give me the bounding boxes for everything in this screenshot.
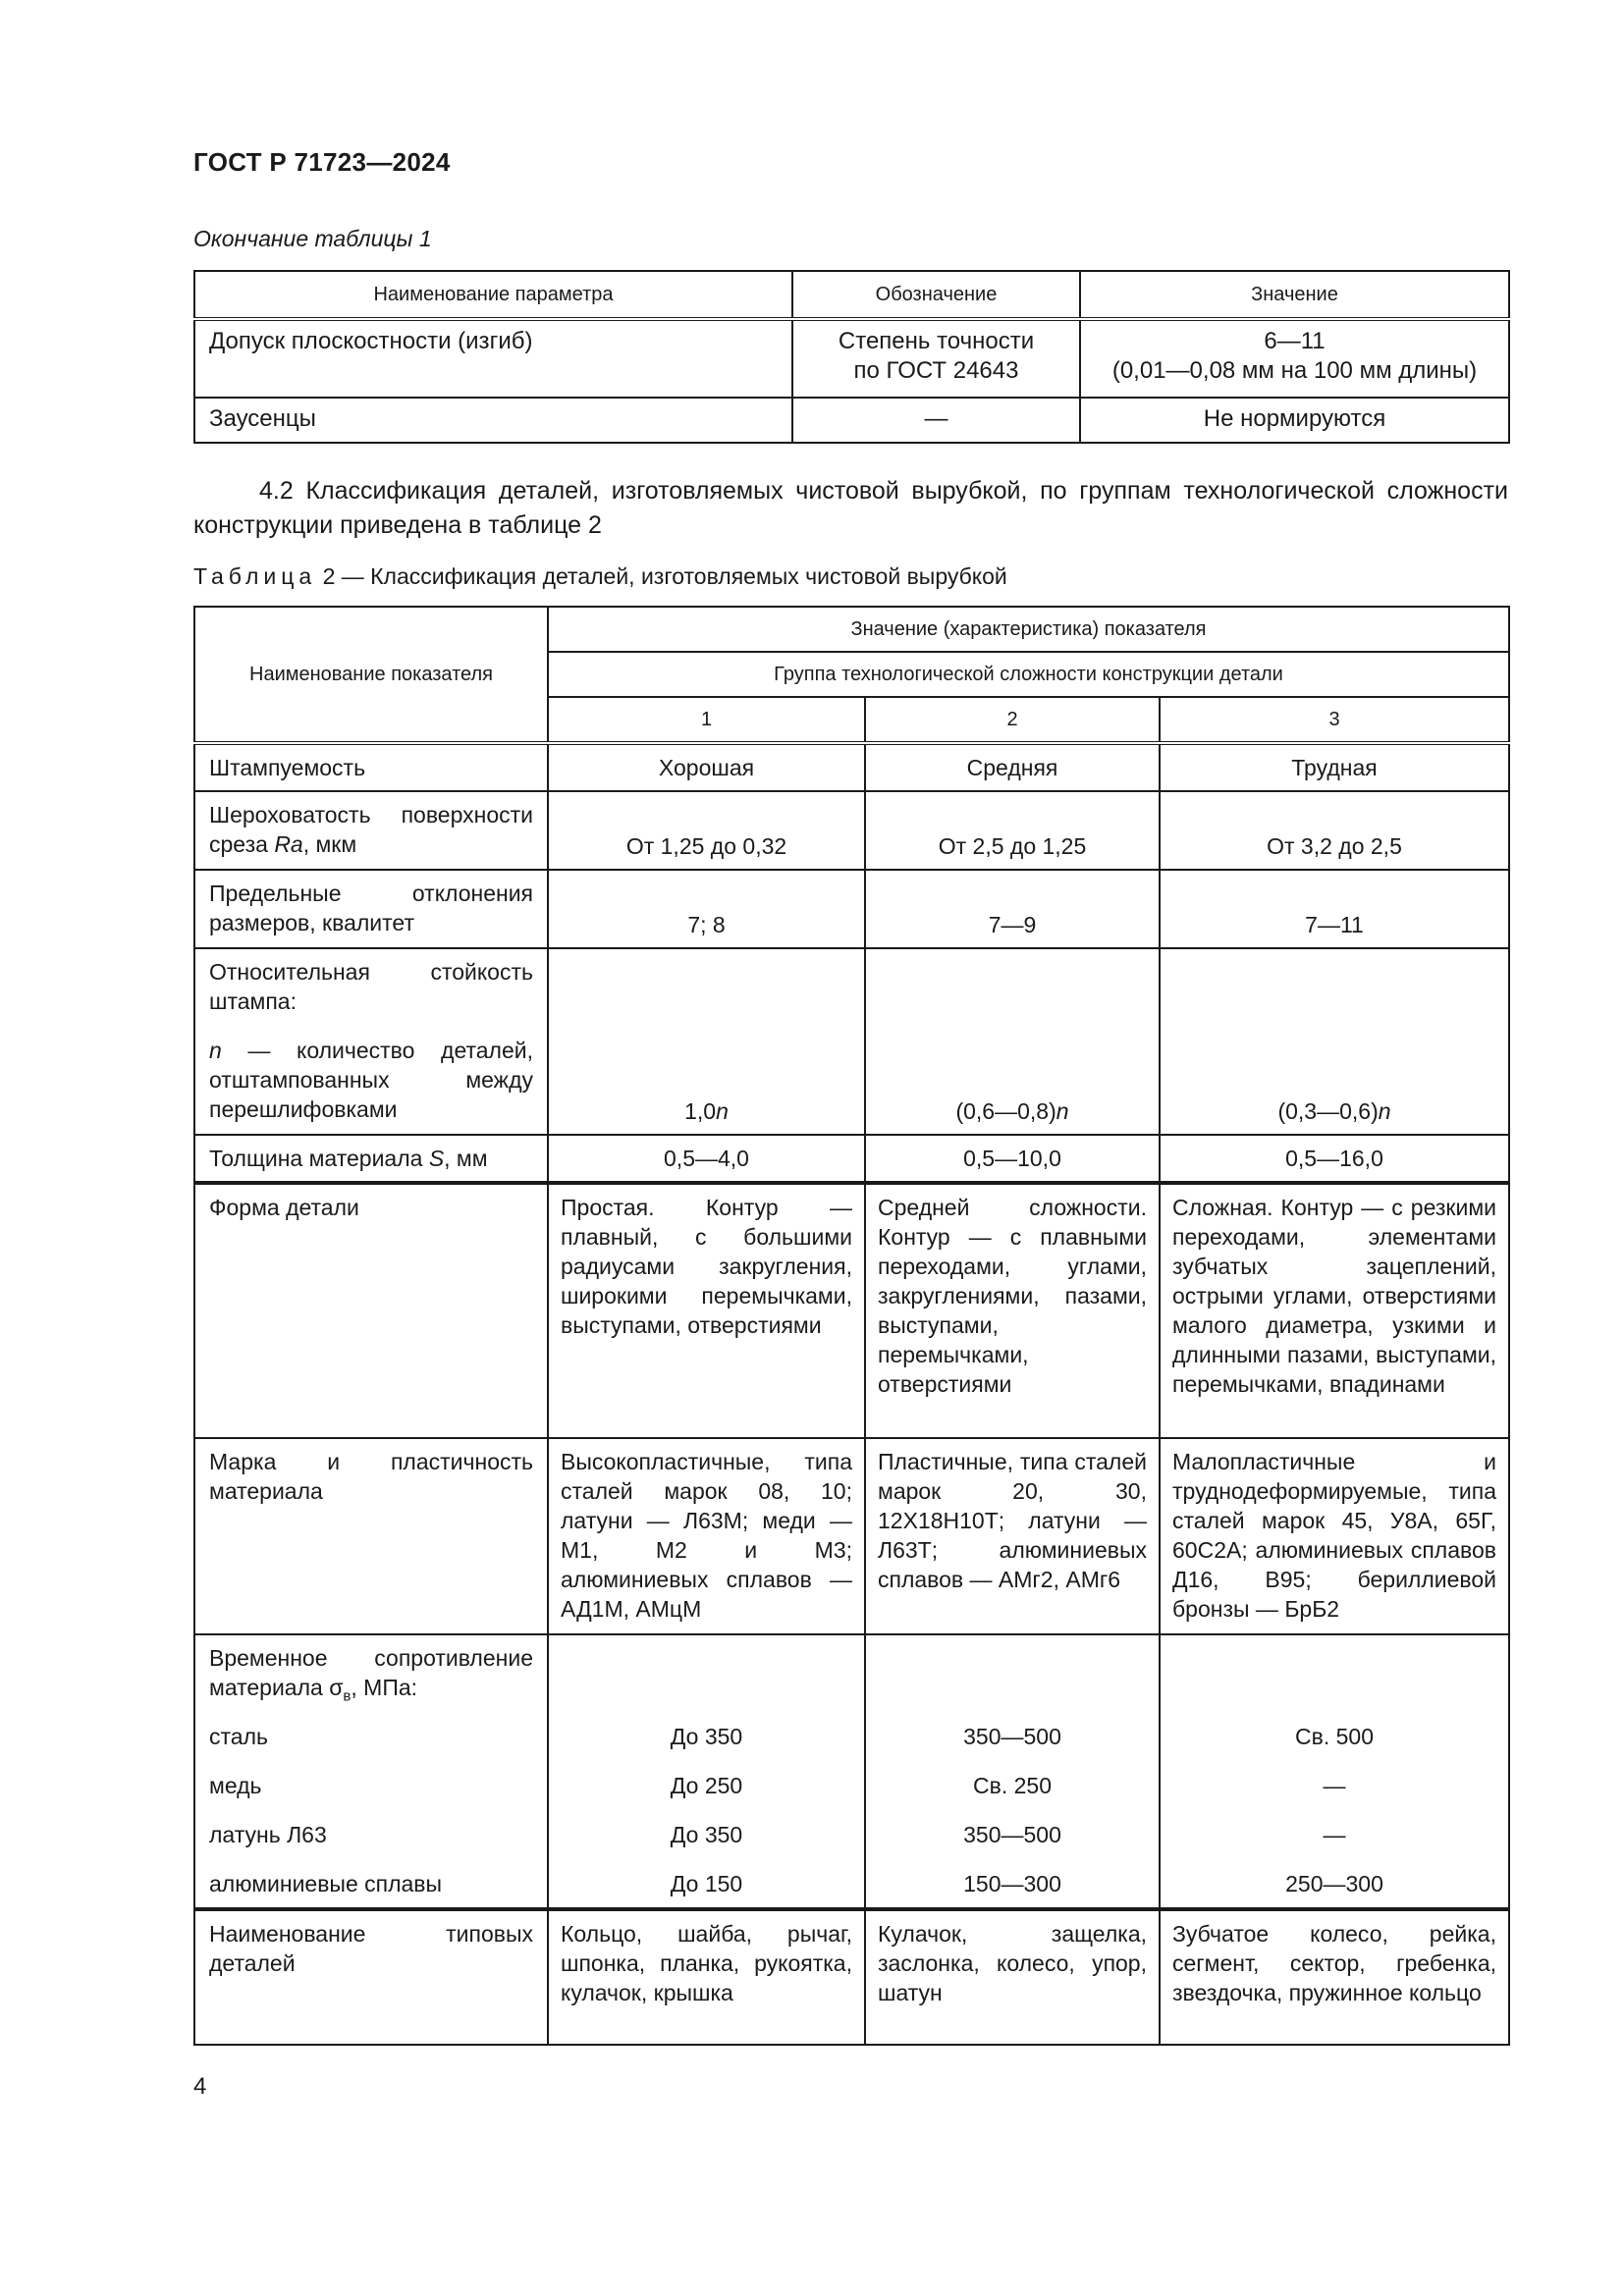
table2-header-group-3: 3: [1160, 697, 1509, 743]
row-name-text: , мкм: [302, 831, 357, 857]
strength-value: 150—300: [963, 1871, 1061, 1896]
row-note-text: — количество деталей, отштампованных между перешлифовками: [209, 1038, 533, 1122]
cell-value: [865, 1634, 1160, 1909]
table-row: [194, 319, 1509, 398]
table1-cell-line: Степень точности: [838, 328, 1035, 354]
cell-value: От 3,2 до 2,5: [1160, 791, 1509, 870]
row-name-text: , мм: [444, 1146, 488, 1171]
table-row: [194, 1438, 1509, 1634]
row-name-shape: Форма детали: [194, 1183, 548, 1438]
table1-cell-designation: —: [792, 398, 1080, 443]
row-name-roughness: [194, 791, 548, 870]
table-row: [194, 1183, 1509, 1438]
row-name-durability: [194, 948, 548, 1135]
cell-value: От 2,5 до 1,25: [865, 791, 1160, 870]
table-row: [194, 948, 1509, 1135]
table1: [193, 270, 1510, 444]
table1-cell-line: (0,01—0,08 мм на 100 мм длины): [1111, 357, 1478, 384]
strength-label: алюминиевые сплавы: [209, 1871, 443, 1896]
cell-value-number: (0,3—0,6): [1277, 1098, 1379, 1124]
row-name-stamp: Штампуемость: [194, 743, 548, 791]
row-name-variable: S: [428, 1146, 445, 1171]
row-name-text: Шероховатость поверхности среза: [209, 802, 533, 857]
table1-cell-param: Допуск плоскостности (изгиб): [194, 319, 792, 398]
cell-text: Простая. Контур — плавный, с большими радиусами закругления, широкими перемычками, выступами, отверстиями: [548, 1183, 865, 1438]
table2-header-row: [194, 607, 1509, 652]
page-number: 4: [193, 2073, 207, 2100]
row-name-subscript: в: [343, 1687, 352, 1705]
cell-text: Сложная. Контур — с резкими переходами, элементами зубчатых зацеплений, острыми углами, отверстиями малого диаметра, узкими и длинными пазами, выступами, перемычками, впадинами: [1160, 1183, 1509, 1438]
cell-text: Пластичные, типа сталей марок 20, 30, 12Х18Н10Т; латуни — Л63Т; алюминиевых сплавов — АМг2, АМг6: [865, 1438, 1160, 1634]
cell-value: От 1,25 до 0,32: [548, 791, 865, 870]
strength-value: 350—500: [963, 1822, 1061, 1847]
cell-value: 7—9: [865, 870, 1160, 948]
row-note-variable: n: [209, 1038, 222, 1063]
cell-value-variable: n: [716, 1098, 729, 1124]
cell-value: Трудная: [1160, 743, 1509, 791]
table2-caption: [193, 563, 1007, 590]
cell-text: Кулачок, защелка, заслонка, колесо, упор, шатун: [865, 1909, 1160, 2045]
table1-cell-value: [1080, 319, 1509, 398]
table2: [193, 606, 1510, 2046]
table2-caption-text: 2 — Классификация деталей, изготовляемых чистовой вырубкой: [316, 563, 1007, 589]
strength-value: —: [1323, 1822, 1346, 1847]
table-row: [194, 791, 1509, 870]
table2-header-group: Группа технологической сложности конструкции детали: [548, 652, 1509, 697]
cell-value: [1160, 948, 1509, 1135]
cell-value-number: (0,6—0,8): [955, 1098, 1056, 1124]
cell-text: Зубчатое колесо, рейка, сегмент, сектор, гребенка, звездочка, пружинное кольцо: [1160, 1909, 1509, 2045]
table1-caption: Окончание таблицы 1: [193, 226, 432, 251]
cell-value: Средняя: [865, 743, 1160, 791]
table-row: [194, 1135, 1509, 1183]
strength-label: сталь: [209, 1724, 268, 1749]
cell-value: [865, 948, 1160, 1135]
table1-header-param: Наименование параметра: [194, 271, 792, 319]
row-name-typical: Наименование типовых деталей: [194, 1909, 548, 2045]
cell-value: [1160, 1634, 1509, 1909]
row-name-deviation: Предельные отклонения размеров, квалитет: [194, 870, 548, 948]
paragraph-4-2: 4.2 Классификация деталей, изготовляемых чистовой вырубкой, по группам технологической сложности конструкции приведена в таблице 2: [193, 477, 1508, 539]
table-row: [194, 743, 1509, 791]
cell-text: Малопластичные и труднодеформируемые, типа сталей марок 45, У8А, 65Г, 60С2А; алюминиевых сплавов Д16, В95; бериллиевой бронзы — БрБ2: [1160, 1438, 1509, 1634]
table2-header-group-2: 2: [865, 697, 1160, 743]
strength-value: —: [1323, 1773, 1346, 1798]
strength-value: До 350: [670, 1822, 743, 1847]
table1-cell-line: 6—11: [1264, 328, 1326, 354]
strength-label: латунь Л63: [209, 1822, 327, 1847]
table1-cell-line: по ГОСТ 24643: [853, 357, 1019, 384]
table-row: [194, 1634, 1509, 1909]
cell-value: [548, 948, 865, 1135]
cell-value-variable: n: [1378, 1098, 1391, 1124]
cell-value-variable: n: [1056, 1098, 1069, 1124]
row-name-text: Толщина материала: [209, 1146, 429, 1171]
strength-value: До 150: [670, 1871, 743, 1896]
table2-header-value-char: Значение (характеристика) показателя: [548, 607, 1509, 652]
table2-header-indicator: Наименование показателя: [194, 607, 548, 743]
row-name-thickness: [194, 1135, 548, 1183]
cell-value: 7; 8: [548, 870, 865, 948]
cell-value: 0,5—10,0: [865, 1135, 1160, 1183]
cell-value-number: 1,0: [684, 1098, 717, 1124]
table-row: [194, 1909, 1509, 2045]
table1-header-row: [194, 271, 1509, 319]
strength-value: Св. 500: [1295, 1724, 1374, 1749]
table-row: [194, 398, 1509, 443]
cell-text: Высокопластичные, типа сталей марок 08, 10; латуни — Л63М; меди — М1, М2 и М3; алюминиевых сплавов — АД1М, АМцМ: [548, 1438, 865, 1634]
document-code: ГОСТ Р 71723—2024: [193, 147, 451, 177]
strength-value: До 350: [670, 1724, 743, 1749]
row-name-text: Относительная стойкость штампа:: [209, 959, 533, 1014]
strength-label: медь: [209, 1773, 262, 1798]
table1-cell-designation: [792, 319, 1080, 398]
cell-value: 0,5—4,0: [548, 1135, 865, 1183]
table-row: [194, 870, 1509, 948]
strength-value: 250—300: [1285, 1871, 1383, 1896]
table1-header-designation: Обозначение: [792, 271, 1080, 319]
cell-value: [548, 1634, 865, 1909]
table1-header-value: Значение: [1080, 271, 1509, 319]
cell-text: Кольцо, шайба, рычаг, шпонка, планка, рукоятка, кулачок, крышка: [548, 1909, 865, 2045]
table2-caption-word: Таблица: [193, 563, 317, 589]
strength-value: Св. 250: [973, 1773, 1052, 1798]
strength-value: 350—500: [963, 1724, 1061, 1749]
row-name-variable: Ra: [274, 831, 303, 857]
cell-value: Хорошая: [548, 743, 865, 791]
table1-cell-value: Не нормируются: [1080, 398, 1509, 443]
row-name-text: Временное сопротивление материала $\sigma_в$, МПа:: [209, 1645, 533, 1705]
strength-value: До 250: [670, 1773, 743, 1798]
cell-text: Средней сложности. Контур — с плавными переходами, углами, закруглениями, пазами, выступами, перемычками, отверстиями: [865, 1183, 1160, 1438]
table1-cell-param: Заусенцы: [194, 398, 792, 443]
table2-header-group-1: 1: [548, 697, 865, 743]
cell-value: 7—11: [1160, 870, 1509, 948]
row-name-material: Марка и пластичность материала: [194, 1438, 548, 1634]
row-name-strength: [194, 1634, 548, 1909]
row-note: [209, 1036, 533, 1124]
cell-value: 0,5—16,0: [1160, 1135, 1509, 1183]
